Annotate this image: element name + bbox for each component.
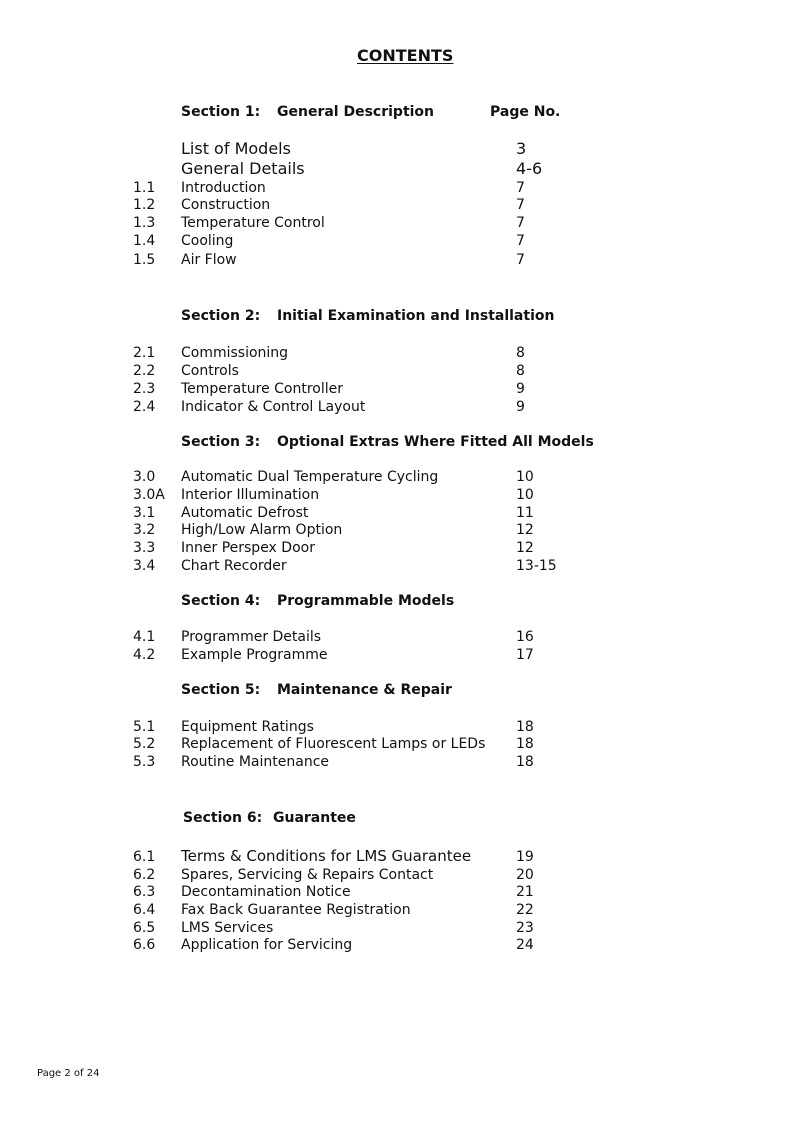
toc-entry-page: 7 [516,233,525,249]
toc-entry-number: 5.3 [133,754,156,770]
toc-entry-page: 24 [516,937,534,953]
toc-entry-text: LMS Services [181,920,274,936]
toc-entry-page: 9 [516,399,525,415]
toc-entry-number: 3.3 [133,540,156,556]
toc-entry-text: Inner Perspex Door [181,540,315,556]
section-6-title: Guarantee [273,810,356,826]
toc-entry-number: 2.2 [133,363,156,379]
toc-entry-page: 13-15 [516,558,557,574]
toc-entry-text: Controls [181,363,239,379]
toc-entry-text: Automatic Dual Temperature Cycling [181,469,439,485]
toc-entry-text: Cooling [181,233,234,249]
toc-entry-number: 3.0A [133,487,165,503]
toc-entry-number: 2.4 [133,399,156,415]
toc-entry-text: Fax Back Guarantee Registration [181,902,411,918]
toc-entry-page: 20 [516,867,534,883]
toc-entry-page: 17 [516,647,534,663]
toc-entry-text: Spares, Servicing & Repairs Contact [181,867,434,883]
section-3-title: Optional Extras Where Fitted All Models [277,434,594,450]
toc-entry-text: Example Programme [181,647,328,663]
toc-entry-page: 8 [516,363,525,379]
page-no-header: Page No. [490,104,561,120]
page-title: CONTENTS [357,46,454,65]
toc-entry-number: 6.2 [133,867,156,883]
section-5-title: Maintenance & Repair [277,682,452,698]
toc-entry-page: 9 [516,381,525,397]
section-6-label: Section 6: [183,810,263,826]
toc-entry-number: 3.1 [133,505,156,521]
section-3-label: Section 3: [181,434,261,450]
toc-entry-page: 16 [516,629,534,645]
toc-entry-page: 18 [516,754,534,770]
toc-entry-page: 7 [516,197,525,213]
toc-entry-text: Temperature Control [181,215,325,231]
toc-entry-text: Construction [181,197,271,213]
section-1-label: Section 1: [181,104,261,120]
toc-entry-page: 18 [516,736,534,752]
toc-entry-text: Equipment Ratings [181,719,314,735]
toc-entry-text: List of Models [181,139,291,158]
toc-entry-number: 3.2 [133,522,156,538]
toc-entry-text: High/Low Alarm Option [181,522,343,538]
toc-entry-page: 23 [516,920,534,936]
toc-entry-text: Interior Illumination [181,487,320,503]
toc-entry-page: 8 [516,345,525,361]
toc-entry-text: Indicator & Control Layout [181,399,366,415]
toc-entry-text: Introduction [181,180,266,196]
section-1-title: General Description [277,104,435,120]
toc-entry-number: 1.2 [133,197,156,213]
toc-entry-text: Decontamination Notice [181,884,351,900]
toc-entry-number: 6.3 [133,884,156,900]
toc-entry-number: 1.3 [133,215,156,231]
toc-entry-text: Programmer Details [181,629,322,645]
toc-entry-page: 7 [516,215,525,231]
toc-entry-text: Air Flow [181,252,237,268]
toc-entry-number: 4.1 [133,629,156,645]
toc-entry-number: 5.2 [133,736,156,752]
toc-entry-number: 1.1 [133,180,156,196]
toc-entry-text: Temperature Controller [181,381,343,397]
toc-entry-text: Application for Servicing [181,937,353,953]
section-2-title: Initial Examination and Installation [277,308,555,324]
toc-entry-page: 11 [516,505,534,521]
section-2-label: Section 2: [181,308,261,324]
toc-entry-page: 10 [516,487,534,503]
toc-entry-page: 19 [516,849,534,865]
toc-entry-page: 18 [516,719,534,735]
toc-entry-page: 7 [516,252,525,268]
toc-entry-page: 12 [516,540,534,556]
section-5-label: Section 5: [181,682,261,698]
toc-entry-number: 1.5 [133,252,156,268]
toc-entry-page: 22 [516,902,534,918]
toc-entry-page: 4-6 [516,159,543,178]
toc-entry-number: 6.4 [133,902,156,918]
toc-entry-number: 2.1 [133,345,156,361]
toc-entry-text: Replacement of Fluorescent Lamps or LEDs [181,736,486,752]
toc-entry-number: 6.6 [133,937,156,953]
section-4-label: Section 4: [181,593,261,609]
toc-entry-number: 1.4 [133,233,156,249]
toc-entry-text: General Details [181,159,305,178]
toc-entry-number: 6.5 [133,920,156,936]
toc-entry-text: Terms & Conditions for LMS Guarantee [181,847,472,865]
page-footer: Page 2 of 24 [37,1068,100,1079]
toc-entry-number: 3.0 [133,469,156,485]
toc-entry-text: Routine Maintenance [181,754,330,770]
section-4-title: Programmable Models [277,593,455,609]
toc-entry-page: 3 [516,139,527,158]
toc-entry-number: 3.4 [133,558,156,574]
toc-entry-number: 6.1 [133,849,156,865]
toc-entry-text: Commissioning [181,345,289,361]
toc-entry-page: 10 [516,469,534,485]
toc-entry-number: 2.3 [133,381,156,397]
toc-entry-text: Chart Recorder [181,558,287,574]
toc-entry-page: 21 [516,884,534,900]
toc-entry-number: 5.1 [133,719,156,735]
toc-entry-number: 4.2 [133,647,156,663]
toc-entry-page: 12 [516,522,534,538]
toc-entry-text: Automatic Defrost [181,505,309,521]
toc-entry-page: 7 [516,180,525,196]
